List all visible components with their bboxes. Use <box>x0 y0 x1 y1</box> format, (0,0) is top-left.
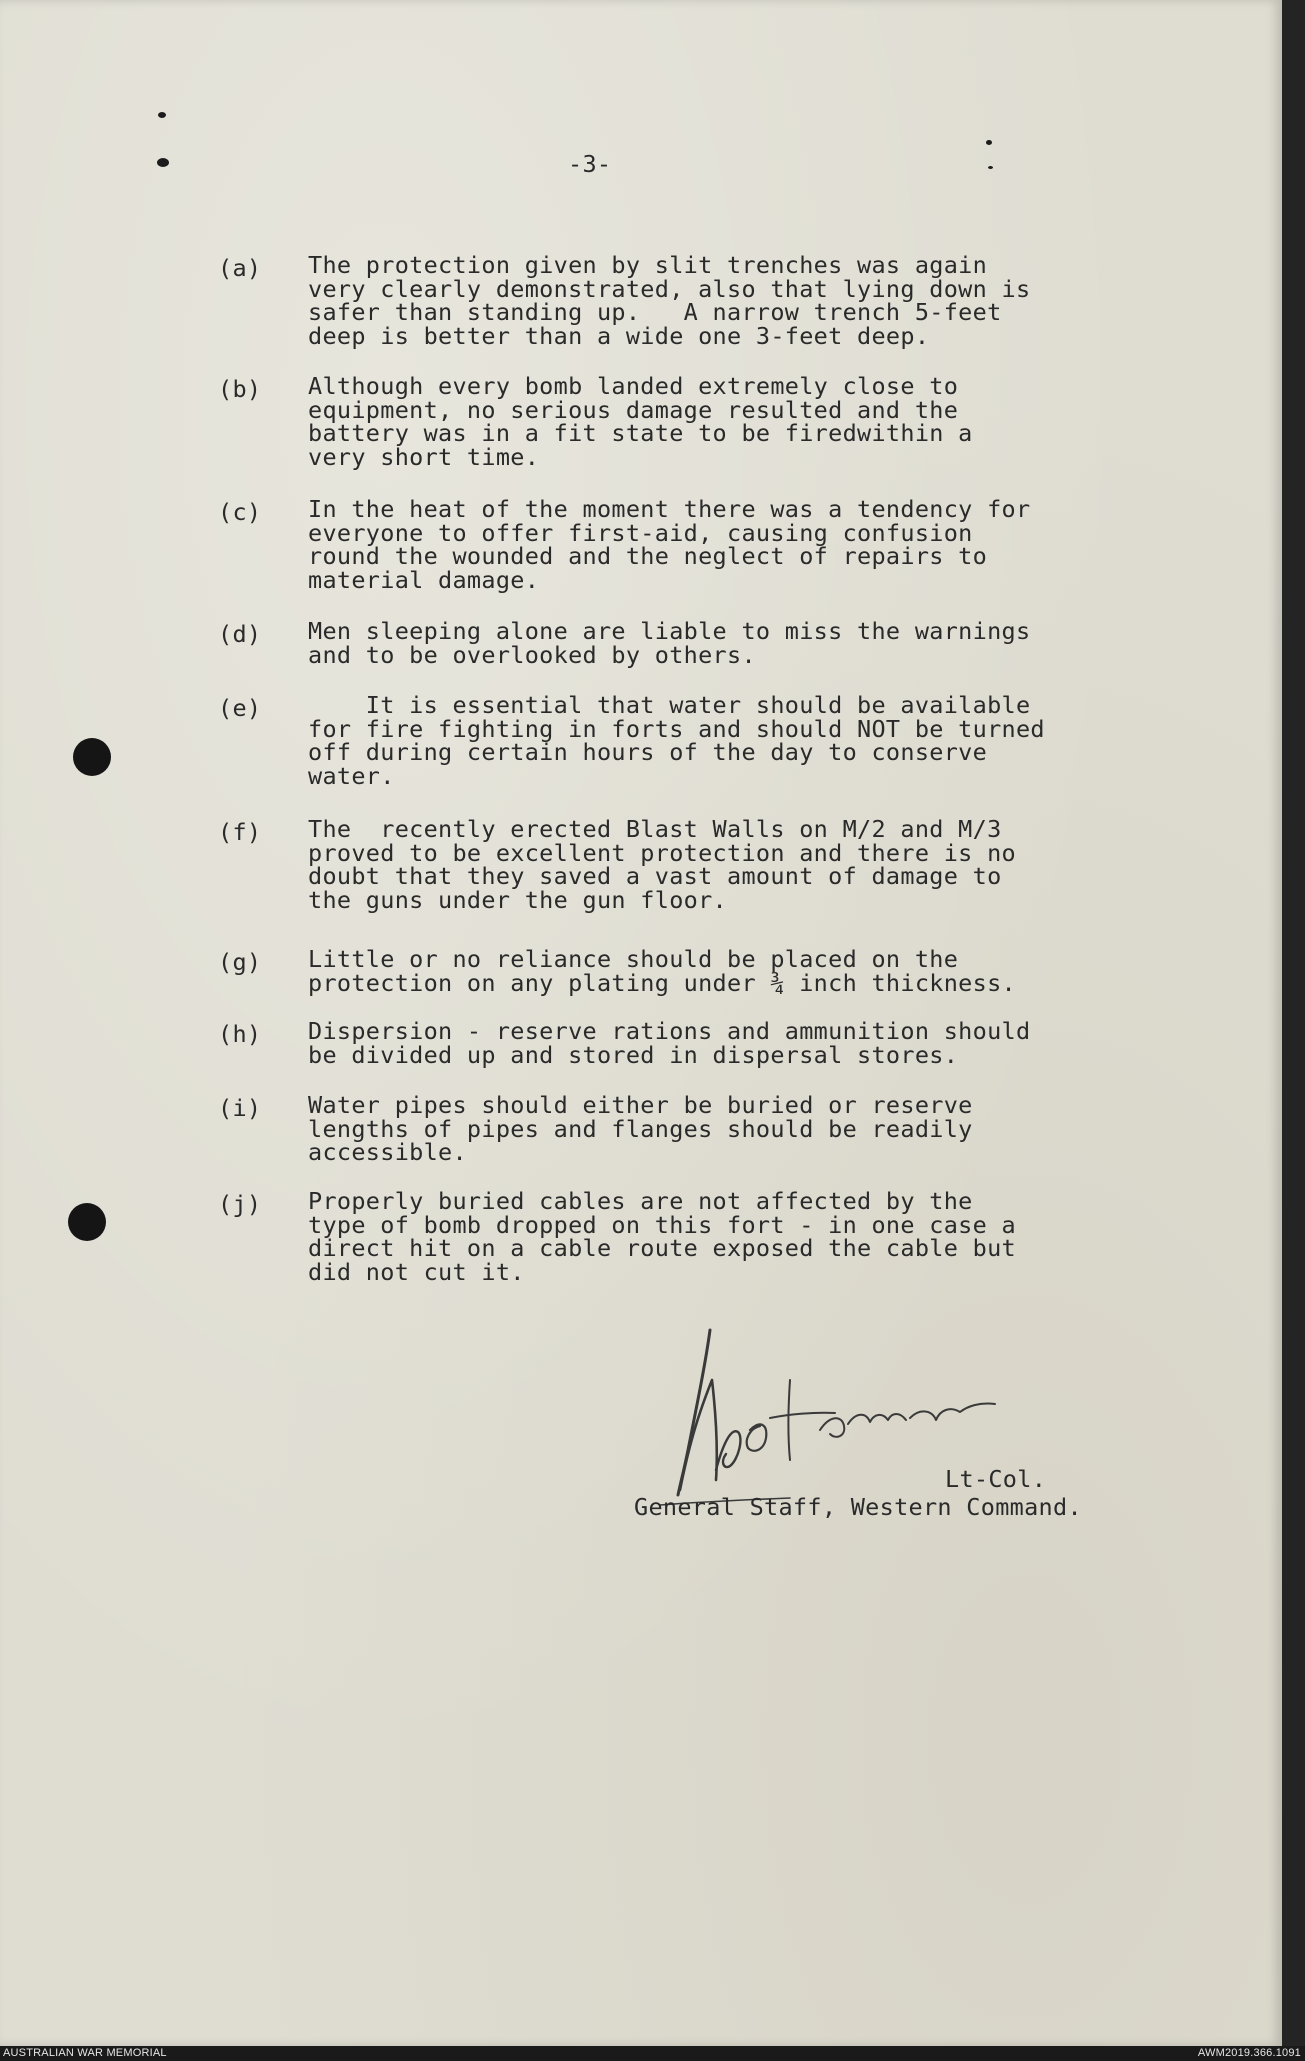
item-text-line: everyone to offer first-aid, causing confusion <box>308 518 973 547</box>
item-label: (e) <box>218 694 262 722</box>
item-text-line: accessible. <box>308 1138 467 1166</box>
item-text-line: Men sleeping alone are liable to miss the warnings <box>308 617 1031 645</box>
item-text-line: the guns under the gun floor. <box>308 885 727 914</box>
item-text-line: material damage. <box>308 565 540 594</box>
item-text-line: be divided up and stored in dispersal stores. <box>308 1040 959 1069</box>
item-text-line: Dispersion - reserve rations and ammunition should <box>308 1017 1031 1045</box>
item-label: (i) <box>218 1094 262 1122</box>
item-text <box>308 251 1098 350</box>
item-text-line: for fire fighting in forts and should NOT be turned <box>308 714 1045 743</box>
item-text-line: lengths of pipes and flanges should be readily <box>308 1114 973 1143</box>
ink-speck <box>158 112 166 118</box>
item-label: (j) <box>218 1190 262 1218</box>
item-text <box>308 1091 1098 1166</box>
item-text-line: equipment, no serious damage resulted and the <box>308 395 959 424</box>
item-text <box>308 495 1098 594</box>
ink-speck <box>986 140 992 145</box>
item-text <box>308 617 1098 669</box>
archive-name: AUSTRALIAN WAR MEMORIAL <box>3 2047 167 2059</box>
item-text-line: Water pipes should either be buried or reserve <box>308 1091 973 1119</box>
item-text <box>308 1017 1098 1069</box>
item-text-line: protection on any plating under ¾ inch thickness. <box>308 968 1016 997</box>
ink-speck <box>988 166 993 169</box>
item-label: (b) <box>218 375 262 403</box>
item-text-line: The recently erected Blast Walls on M/2 and M/3 <box>308 815 1002 843</box>
item-text-line: off during certain hours of the day to conserve <box>308 738 988 766</box>
item-text <box>308 815 1098 914</box>
item-text-line: safer than standing up. A narrow trench 5-feet <box>308 298 1002 326</box>
item-text-line: It is essential that water should be available <box>308 691 1031 719</box>
archive-footer <box>0 2046 1305 2061</box>
punch-hole <box>68 1203 106 1241</box>
item-label: (d) <box>218 620 262 648</box>
item-text-line: Properly buried cables are not affected by the <box>308 1187 973 1215</box>
page-number: -3- <box>568 150 612 178</box>
item-label: (c) <box>218 498 262 526</box>
item-text-line: The protection given by slit trenches was again <box>308 251 988 279</box>
item-text <box>308 1187 1098 1286</box>
item-text-line: very clearly demonstrated, also that lying down is <box>308 274 1031 303</box>
signatory-title: General Staff, Western Command. <box>634 1493 1082 1521</box>
item-text-line: battery was in a fit state to be firedwithin a <box>308 419 973 447</box>
ink-speck <box>157 158 169 167</box>
item-text-line: Although every bomb landed extremely close to <box>308 372 959 400</box>
item-text-line: direct hit on a cable route exposed the cable but <box>308 1234 1016 1262</box>
item-label: (f) <box>218 818 262 846</box>
item-text-line: deep is better than a wide one 3-feet deep. <box>308 321 930 350</box>
archive-reference: AWM2019.366.1091 <box>1197 2047 1301 2059</box>
item-text-line: type of bomb dropped on this fort - in one case a <box>308 1210 1016 1239</box>
item-text <box>308 945 1098 997</box>
item-label: (g) <box>218 948 262 976</box>
item-text-line: proved to be excellent protection and there is no <box>308 838 1016 867</box>
punch-hole <box>73 738 111 776</box>
item-text-line: did not cut it. <box>308 1257 525 1286</box>
signatory-rank: Lt-Col. <box>945 1465 1047 1493</box>
item-text-line: doubt that they saved a vast amount of damage to <box>308 862 1002 890</box>
item-text-line: In the heat of the moment there was a tendency for <box>308 495 1031 523</box>
item-label: (a) <box>218 254 262 282</box>
item-text-line: and to be overlooked by others. <box>308 640 756 669</box>
item-label: (h) <box>218 1020 262 1048</box>
item-text-line: very short time. <box>308 442 540 471</box>
item-text-line: round the wounded and the neglect of repairs to <box>308 542 988 570</box>
item-text <box>308 372 1098 471</box>
item-text <box>308 691 1098 790</box>
item-text-line: water. <box>308 761 395 790</box>
item-text-line: Little or no reliance should be placed on the <box>308 945 959 973</box>
